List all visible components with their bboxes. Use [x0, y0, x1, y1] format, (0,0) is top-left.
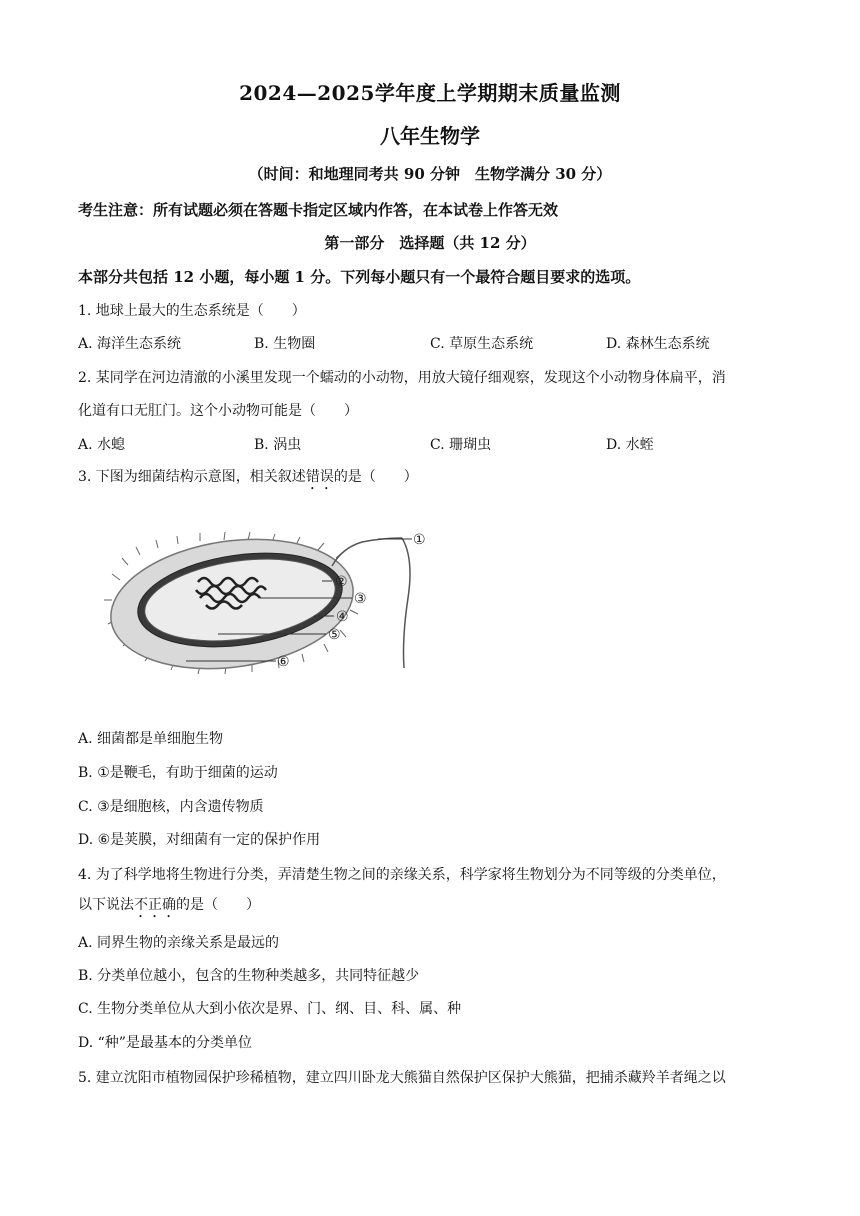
bacteria-structure-diagram	[100, 520, 440, 690]
q3-option-b: B. ①是鞭毛，有助于细菌的运动	[78, 765, 278, 781]
q3-option-d: D. ⑥是荚膜，对细菌有一定的保护作用	[78, 832, 321, 848]
q3-stem-pre: 3. 下图为细菌结构示意图，相关叙述	[78, 469, 306, 485]
q3-stem-post: 的是（ ）	[333, 469, 418, 485]
label-5: ⑤	[328, 627, 341, 643]
q1-stem: 1. 地球上最大的生态系统是（ ）	[78, 303, 306, 319]
q4-option-a: A. 同界生物的亲缘关系是最远的	[78, 935, 280, 951]
q4-option-b: B. 分类单位越小，包含的生物种类越多，共同特征越少	[78, 968, 420, 984]
section-title: 第一部分 选择题（共 12 分）	[324, 234, 536, 252]
exam-time-note: （时间：和地理同考共 90 分钟 生物学满分 30 分）	[248, 165, 612, 183]
q1-option-c: C. 草原生态系统	[430, 336, 534, 352]
q2-stem-line2: 化道有口无肛门。这个小动物可能是（ ）	[78, 403, 358, 419]
q2-option-a: A. 水螅	[78, 437, 126, 453]
q4-stem-post: 的是（ ）	[176, 897, 260, 913]
section-instruction: 本部分共包括 12 小题，每小题 1 分。下列每小题只有一个最符合题目要求的选项。	[78, 268, 641, 286]
q3-stem	[78, 466, 418, 493]
q3-option-c: C. ③是细胞核，内含遗传物质	[78, 799, 264, 815]
flagellum	[332, 538, 402, 566]
q2-stem-line1: 2. 某同学在河边清澈的小溪里发现一个蠕动的小动物，用放大镜仔细观察，发现这个小动物身体扁平，消	[78, 370, 726, 386]
q4-stem-line2	[78, 894, 260, 921]
q1-option-b: B. 生物圈	[254, 336, 316, 352]
q2-option-c: C. 珊瑚虫	[430, 437, 492, 453]
q4-stem-line1: 4. 为了科学地将生物进行分类，弄清楚生物之间的亲缘关系，科学家将生物划分为不同等级的分类单位，	[78, 867, 726, 883]
q4-option-d: D. “种”是最基本的分类单位	[78, 1035, 252, 1051]
label-6: ⑥	[277, 654, 290, 670]
label-4: ④	[336, 609, 349, 625]
exam-notice: 考生注意：所有试题必须在答题卡指定区域内作答，在本试卷上作答无效	[78, 201, 559, 219]
q4-stem-emphasis: 不正确	[134, 897, 176, 913]
q1-option-d: D. 森林生态系统	[606, 336, 710, 352]
flagellum-tail	[402, 538, 410, 668]
label-1: ①	[413, 532, 426, 548]
q2-option-b: B. 涡虫	[254, 437, 302, 453]
q2-option-d: D. 水蛭	[606, 437, 654, 453]
q4-option-c: C. 生物分类单位从大到小依次是界、门、纲、目、科、属、种	[78, 1001, 462, 1017]
exam-title: 2024—2025学年度上学期期末质量监测	[239, 81, 621, 105]
exam-subject: 八年生物学	[380, 124, 480, 148]
q5-stem-line1: 5. 建立沈阳市植物园保护珍稀植物，建立四川卧龙大熊猫自然保护区保护大熊猫，把捕杀藏羚羊者绳之以	[78, 1070, 726, 1086]
q3-option-a: A. 细菌都是单细胞生物	[78, 731, 224, 747]
q3-stem-emphasis: 错误	[305, 469, 334, 485]
label-3: ③	[354, 591, 367, 607]
q1-option-a: A. 海洋生态系统	[78, 336, 182, 352]
q4-stem-pre: 以下说法	[78, 897, 134, 913]
label-2: ②	[335, 574, 348, 590]
